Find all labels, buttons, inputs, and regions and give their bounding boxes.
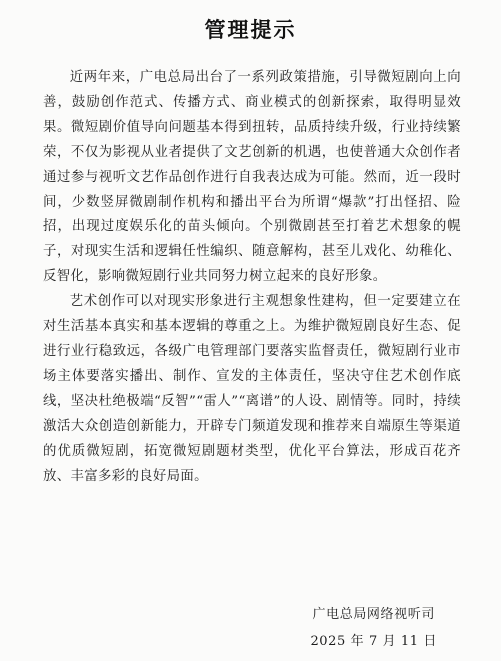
signature-organization: 广电总局网络视听司 <box>312 607 435 622</box>
document-title: 管理提示 <box>204 17 297 42</box>
signature-block <box>310 601 437 655</box>
document-body <box>43 66 461 489</box>
paragraph-2: 艺术创作可以对现实形象进行主观想象性建构，但一定要建立在对生活基本真实和基本逻辑的尊重之上。为维护微短剧良好生态、促进行业行稳致远，各级广电管理部门要落实监督责任，微短剧行业市场主体要落实播出、制作、宣发的主体责任，坚决守住艺术创作底线，坚决杜绝极端“反智”“雷人”“离谱”的人设、剧情等。同时，持续激活大众创造创新能力，开辟专门频道发现和推荐来自端原生等渠道的优质微短剧，拓宽微短剧题材类型，优化平台算法，形成百花齐放、丰富多彩的良好局面。 <box>43 294 461 484</box>
paragraph-1: 近两年来，广电总局出台了一系列政策措施，引导微短剧向上向善，鼓励创作范式、传播方式、商业模式的创新探索，取得明显效果。微短剧价值导向问题基本得到扭转，品质持续升级，行业持续繁荣，不仅为影视从业者提供了文艺创新的机遇，也使普通大众创作者通过参与视听文艺作品创作进行自我表达成为可能。然而，近一段时间，少数竖屏微剧制作机构和播出平台为所谓“爆款”打出怪招、险招，出现过度娱乐化的苗头倾向。个别微剧甚至打着艺术想象的幌子，对现实生活和逻辑任性编织、随意解构，甚至儿戏化、幼稚化、反智化，影响微短剧行业共同努力树立起来的良好形象。 <box>43 70 461 285</box>
signature-date: 2025 年 7 月 11 日 <box>310 634 437 649</box>
